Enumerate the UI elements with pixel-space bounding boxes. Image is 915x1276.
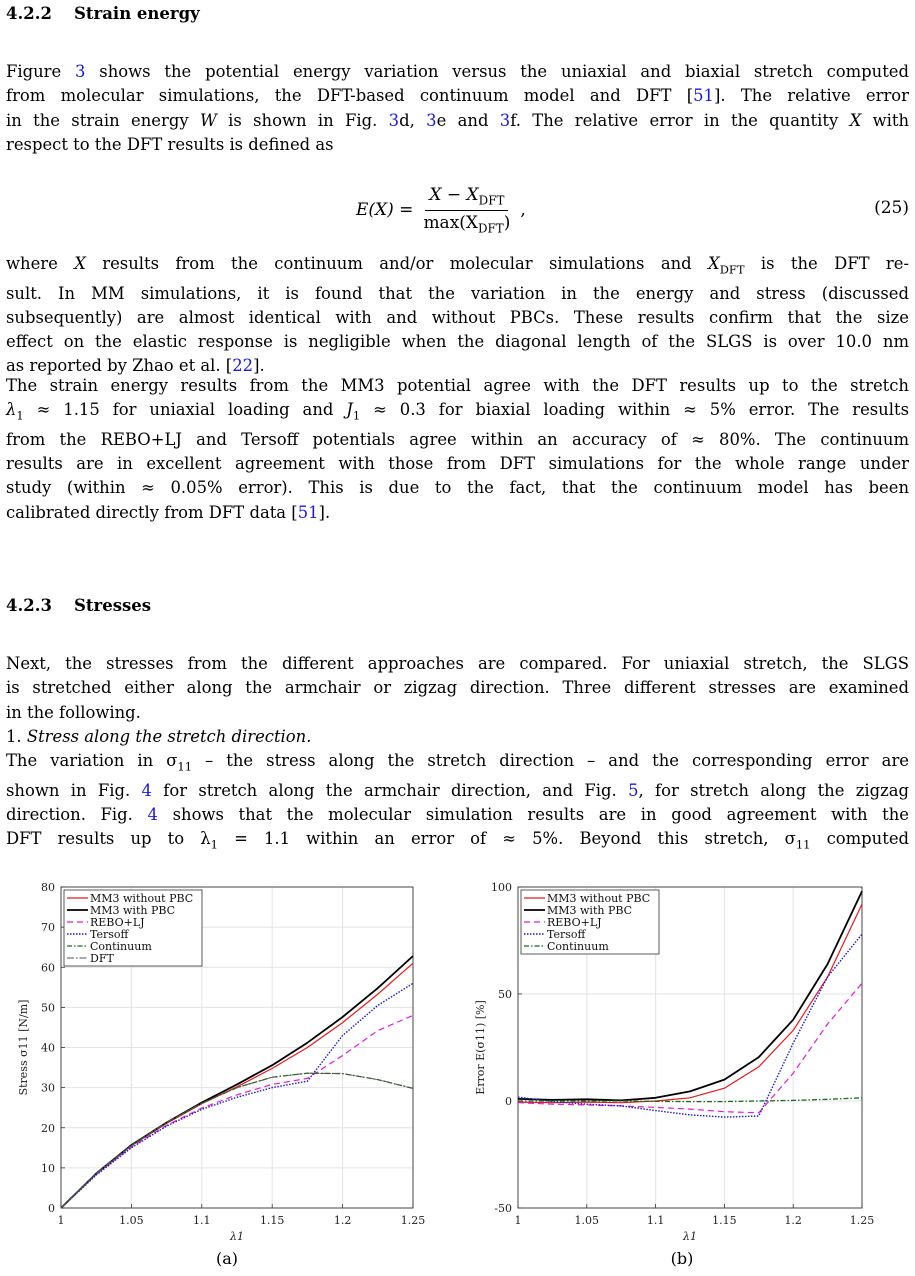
x-tick-label: 1.25 — [400, 1214, 426, 1227]
figure-link[interactable]: 3 — [499, 110, 511, 130]
y-tick-label: -50 — [494, 1202, 512, 1215]
figure-link[interactable]: 3 — [75, 62, 86, 81]
figure-caption: (b) — [670, 1249, 694, 1268]
series-line-mm3-without-pbc — [61, 963, 413, 1208]
legend-label: MM3 with PBC — [547, 904, 633, 917]
series-line-tersoff — [61, 983, 413, 1208]
section-title: Stresses — [74, 596, 152, 615]
x-tick-label: 1.15 — [712, 1214, 737, 1227]
legend-label: Continuum — [547, 940, 609, 953]
citation-link[interactable]: 51 — [693, 86, 714, 106]
citation-link[interactable]: 22 — [232, 356, 254, 376]
legend-label: REBO+LJ — [547, 916, 602, 929]
legend-label: REBO+LJ — [90, 916, 145, 929]
figure-stress-plots — [0, 880, 915, 1276]
y-axis-label: Stress σ11 [N/m] — [17, 999, 30, 1096]
y-tick-label: 50 — [498, 988, 512, 1001]
figure-link[interactable]: 4 — [141, 780, 152, 800]
x-tick-label: 1 — [514, 1214, 522, 1227]
x-tick-label: 1.05 — [574, 1214, 600, 1227]
series-line-mm3-with-pbc — [61, 956, 413, 1208]
y-tick-label: 20 — [41, 1121, 55, 1135]
figure-link[interactable]: 3 — [388, 110, 400, 130]
series-line-tersoff — [518, 934, 862, 1117]
x-tick-label: 1.1 — [646, 1214, 665, 1227]
chart-panel-a — [17, 881, 425, 1268]
y-tick-label: 10 — [41, 1161, 55, 1175]
legend-label: MM3 without PBC — [547, 892, 651, 905]
y-tick-label: 80 — [41, 881, 55, 894]
section-title: Strain energy — [74, 4, 200, 23]
legend-label: MM3 with PBC — [90, 904, 176, 917]
figure-link[interactable]: 5 — [628, 780, 639, 800]
legend-label: MM3 without PBC — [90, 892, 194, 905]
section-number: 4.2.3 — [6, 596, 52, 615]
legend-label: Tersoff — [90, 928, 129, 941]
section-number: 4.2.2 — [6, 4, 52, 23]
chart-legend — [64, 890, 202, 966]
paragraph-size-effect: where X results from the continuum and/or molecular simulations and $X_{DFT}$ is the DFT re- sult. In MM simulations, it is found that the variation in the energy and stress (discussed subsequently) are almost identical with and without PBCs. These results confirm that the size effect on the elastic response is negligible when the diagonal length of the SLGS is over 10.0 nm as reported by Zhao et al. [22]. — [6, 254, 910, 376]
x-tick-label: 1.25 — [849, 1214, 875, 1227]
x-axis-label: λ1 — [230, 1230, 244, 1243]
legend-label: DFT — [90, 952, 114, 965]
equation-lhs: E(X) = — [356, 200, 414, 220]
x-axis-label: λ1 — [683, 1230, 697, 1243]
paragraph-stresses: Next, the stresses from the different approaches are compared. For uniaxial stretch, the SLGS is stretched either along the armchair or zigzag direction. Three different stresses are examined in the following. 1. Stress along the stretch direction. The variation in $\sigma_{11}$ – the stress along the stretch direction – and the corresponding error are shown in Fig. 4 for stretch along the armchair direction, and Fig. 5, for stretch along the zigzag direction. Fig. 4 shows that the molecular simulation results are in good agreement with the DFT results up to $\lambda_1 = 1.1$ within an error of ≈ 5%. Beyond this stretch, $\sigma_{11}$ computed — [6, 654, 910, 852]
chart-legend — [521, 890, 659, 954]
section-heading-strain-energy — [6, 4, 200, 23]
y-tick-label: 70 — [41, 921, 55, 935]
x-tick-label: 1.1 — [193, 1214, 211, 1227]
series-line-dft — [61, 1073, 413, 1208]
paragraph-strain-energy-results: The strain energy results from the MM3 potential agree with the DFT results up to the stretch $\lambda_1 \approx 1.15$ for uniaxial loading and $J_1 \approx 0.3$ for biaxial loading within ≈ 5% error. The results from the REBO+LJ and Tersoff potentials agree within an accuracy of ≈ 80%. The continuum results are in excellent agreement with those from DFT simulations for the whole range under study (within ≈ 0.05% error). This is due to the fact, that the continuum model has been calibrated directly from DFT data [51]. — [6, 376, 909, 522]
y-tick-label: 40 — [41, 1041, 55, 1055]
citation-link[interactable]: 51 — [297, 502, 319, 522]
figure-caption: (a) — [215, 1249, 239, 1268]
paragraph-strain-energy-intro: Figure 3 shows the potential energy variation versus the uniaxial and biaxial stretch computed from molecular simulations, the DFT-based continuum model and DFT [51]. The relative error in the strain energy W is shown in Fig. 3d, 3e and 3f. The relative error in the quantity X with respect to the DFT results is defined as — [6, 62, 909, 154]
x-tick-label: 1.15 — [259, 1214, 285, 1227]
y-tick-label: 60 — [41, 961, 55, 975]
equation-number: (25) — [874, 198, 909, 218]
legend-label: Continuum — [90, 940, 152, 953]
figure-link[interactable]: 3 — [426, 110, 437, 130]
equation-fraction: $\frac{X - X_{DFT}}{\max(X_{DFT})}$ — [423, 185, 511, 235]
y-tick-label: 30 — [41, 1081, 55, 1095]
figure-link[interactable]: 4 — [147, 805, 158, 825]
legend-label: Tersoff — [547, 928, 586, 941]
y-tick-label: 50 — [41, 1001, 55, 1015]
x-tick-label: 1.2 — [333, 1214, 352, 1227]
y-tick-label: 0 — [505, 1095, 512, 1108]
x-tick-label: 1 — [57, 1214, 65, 1227]
series-line-rebo-lj — [61, 1015, 413, 1208]
chart-panel-b — [474, 881, 874, 1268]
y-tick-label: 100 — [491, 881, 512, 894]
section-heading-stresses — [6, 596, 151, 615]
y-tick-label: 0 — [48, 1202, 55, 1215]
equation-25: E(X) = $\frac{X - X_{DFT}}{\max(X_{DFT})}$ , (25) — [356, 185, 909, 235]
series-line-continuum — [61, 1073, 413, 1208]
x-tick-label: 1.2 — [784, 1214, 802, 1227]
x-tick-label: 1.05 — [119, 1214, 144, 1227]
y-axis-label: Error E(σ11) [%] — [474, 1000, 487, 1095]
